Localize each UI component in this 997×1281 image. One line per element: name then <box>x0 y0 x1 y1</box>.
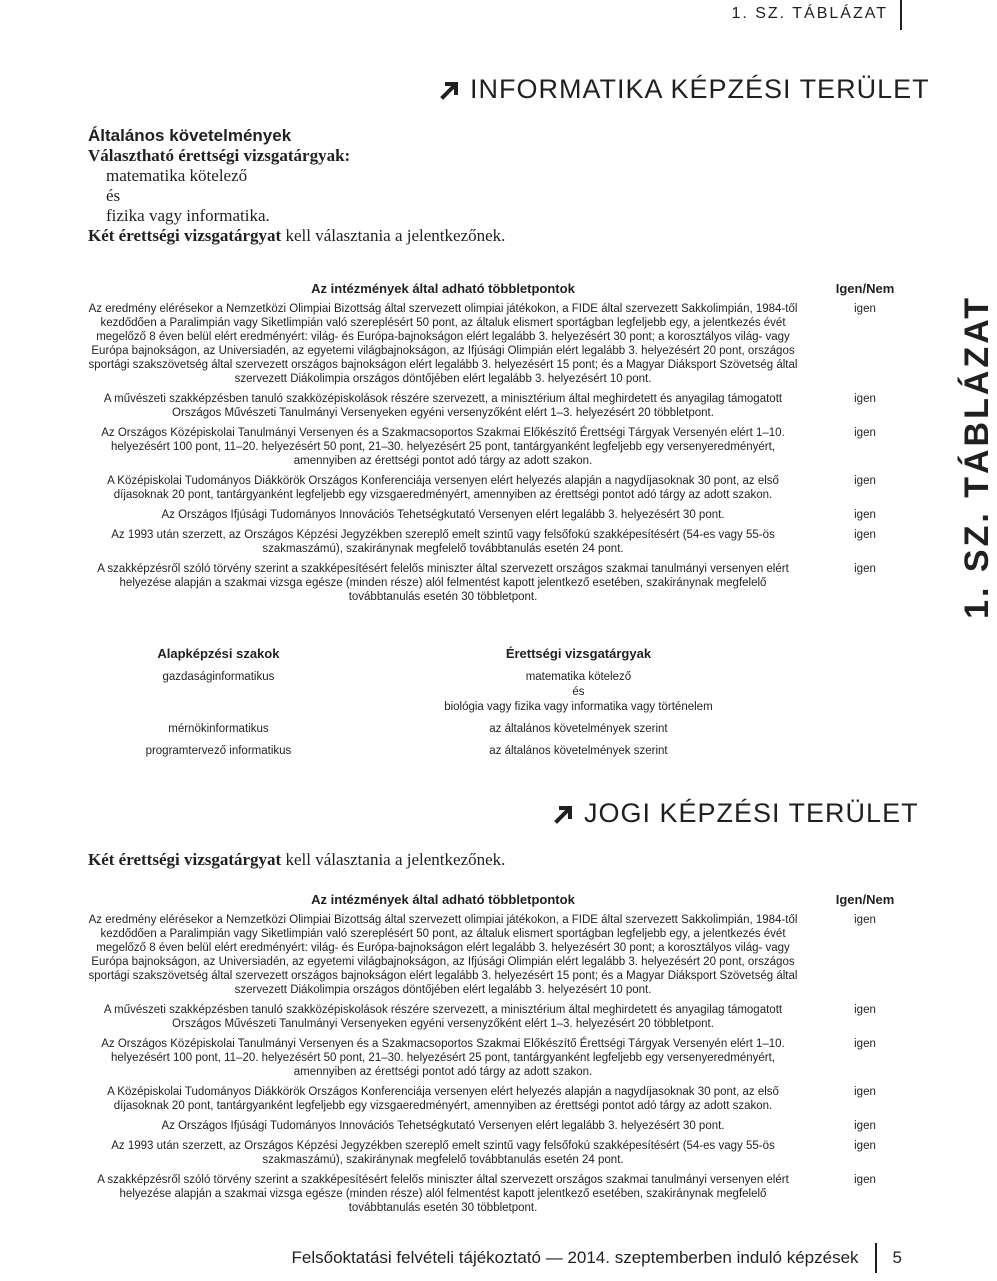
bonus-table-header <box>88 893 920 913</box>
requirements-heading: Általános követelmények <box>88 126 292 145</box>
section-title-informatika <box>440 74 930 105</box>
requirements-choose <box>88 226 505 246</box>
table-row <box>88 913 920 1003</box>
requirements-line-2: és <box>106 186 121 205</box>
bonus-row-ans: igen <box>854 427 876 439</box>
table-row <box>88 1139 920 1173</box>
header-tab-label: 1. SZ. TÁBLÁZAT <box>731 5 888 22</box>
footer-separator <box>875 1243 877 1273</box>
bonus-row-ans: igen <box>854 393 876 405</box>
requirements-subheading: Választható érettségi vizsgatárgyak: <box>88 146 351 165</box>
table-row <box>88 1003 920 1037</box>
bonus-header-ans: Igen/Nem <box>835 892 895 907</box>
table-row <box>88 1119 920 1139</box>
major-subject-line: az általános követelmények szerint <box>489 745 668 757</box>
major-subject-line: matematika kötelező <box>525 671 632 683</box>
table-row <box>88 508 920 528</box>
side-band-label: 1. SZ. TÁBLÁZAT <box>958 295 996 619</box>
table-row <box>88 1173 920 1221</box>
requirements-choose-bold: Két érettségi vizsgatárgyat <box>88 226 282 245</box>
bonus-row-ans: igen <box>854 529 876 541</box>
bonus-row-desc: Az Országos Középiskolai Tanulmányi Versenyen és a Szakmacsoportos Szakmai Előkészítő Érettségi Tárgyak Versenyén elért 1–10. helyezésért 100 pont, 11–20. helyezésért 50 pont, 21–30. helyezésért 25 pont, tantárgyanként legfeljebb egy versenyeredményért, amennyiben az érettségi pontot adó tárgy az adott szakon. <box>101 427 785 467</box>
table-row <box>88 721 808 743</box>
major-name: mérnökinformatikus <box>168 723 269 735</box>
arrow-up-right-icon <box>554 804 574 824</box>
jogi-choose-rest: kell választania a jelentkezőnek. <box>281 850 506 869</box>
majors-table-header <box>88 645 808 669</box>
bonus-row-ans: igen <box>854 1140 876 1152</box>
major-subject-line: biológia vagy fizika vagy informatika vagy történelem <box>444 701 713 713</box>
major-subject-line: az általános követelmények szerint <box>489 723 668 735</box>
section-title-informatika-text: INFORMATIKA KÉPZÉSI TERÜLET <box>470 74 930 104</box>
majors-table <box>88 645 808 765</box>
bonus-row-desc: A Középiskolai Tudományos Diákkörök Országos Konferenciája versenyen elért helyezés alapján a nagydíjasoknak 30 pont, az első díjasoknak 20 pont, tantárgyanként legfeljebb egy vizsgaeredményért, amennyiben az érettségi pontot adó tárgy az adott szakon. <box>107 475 779 501</box>
bonus-table-jogi <box>88 893 920 1221</box>
table-row <box>88 474 920 508</box>
table-row <box>88 528 920 562</box>
jogi-choose <box>88 850 505 870</box>
table-row <box>88 1037 920 1085</box>
requirements-block <box>88 126 505 246</box>
table-row <box>88 392 920 426</box>
page-number: 5 <box>892 1248 902 1267</box>
requirements-line-3: fizika vagy informatika. <box>106 206 270 225</box>
bonus-row-desc: Az Országos Ifjúsági Tudományos Innovációs Tehetségkutató Versenyen elért legalább 3. helyezésért 30 pont. <box>161 1120 725 1132</box>
table-row <box>88 302 920 392</box>
bonus-row-ans: igen <box>854 303 876 315</box>
bonus-row-ans: igen <box>854 1038 876 1050</box>
table-row <box>88 669 808 721</box>
bonus-row-desc: Az Országos Középiskolai Tanulmányi Versenyen és a Szakmacsoportos Szakmai Előkészítő Érettségi Tárgyak Versenyén elért 1–10. helyezésért 100 pont, 11–20. helyezésért 50 pont, 21–30. helyezésért 25 pont, tantárgyanként legfeljebb egy versenyeredményért, amennyiben az érettségi pontot adó tárgy az adott szakon. <box>101 1038 785 1078</box>
table-row <box>88 562 920 610</box>
bonus-row-ans: igen <box>854 914 876 926</box>
bonus-header-desc: Az intézmények által adható többletpontok <box>311 892 575 907</box>
section-title-jogi-text: JOGI KÉPZÉSI TERÜLET <box>584 798 919 828</box>
bonus-row-desc: A szakképzésről szóló törvény szerint a szakképesítésért felelős miniszter által szervezett országos szakmai tanulmányi versenyen elért helyezése alapján a szakmai vizsga egésze (minden része) alól felmentést kapott jelentkező esetében, szakiránynak megfelelő továbbtanulás esetén 30 többletpont. <box>97 1174 789 1214</box>
bonus-table-informatika <box>88 282 920 610</box>
major-subject-line: és <box>572 686 585 698</box>
bonus-row-ans: igen <box>854 475 876 487</box>
requirements-choose-rest: kell választania a jelentkezőnek. <box>281 226 506 245</box>
bonus-row-desc: Az eredmény elérésekor a Nemzetközi Olimpiai Bizottság által szervezett olimpiai játékokon, a FIDE által szervezett Sakkolimpián, 1984-től kezdődően a Paralimpián vagy Siketlimpián való szereplésért 50 pont, az általuk elismert sportágban legfeljebb egy, a jelentkezés évét megelőző 8 éven belül elért eredményért: világ- és Európa-bajnokságon elért legalább 3. helyezésért 30 pont; a korosztályos világ- vagy Európa bajnokságon, az Universiadén, az egyetemi világbajnokságon, az Ifjúsági Olimpián elért legalább 3. helyezésért 20 pont, országos sportági szakszövetség által szervezett országos bajnokságon elért legalább 3. helyezésért 15 pont; és a Magyar Diáksport Szövetség által szervezett Diákolimpia országos döntőjében elért legalább 3. helyezésért 10 pont. <box>88 914 798 996</box>
major-name: gazdaságinformatikus <box>162 671 275 683</box>
major-name: programtervező informatikus <box>145 745 292 757</box>
majors-header-subjects: Érettségi vizsgatárgyak <box>505 646 652 661</box>
majors-header-major: Alapképzési szakok <box>157 646 280 661</box>
bonus-row-ans: igen <box>854 1120 876 1132</box>
major-subjects <box>349 743 808 765</box>
table-row <box>88 426 920 474</box>
table-row <box>88 1085 920 1119</box>
bonus-row-ans: igen <box>854 1174 876 1186</box>
arrow-up-right-icon <box>440 80 460 100</box>
bonus-header-desc: Az intézmények által adható többletpontok <box>311 281 575 296</box>
bonus-row-desc: Az eredmény elérésekor a Nemzetközi Olimpiai Bizottság által szervezett olimpiai játékokon, a FIDE által szervezett Sakkolimpián, 1984-től kezdődően a Paralimpián vagy Siketlimpián való szereplésért 50 pont, az általuk elismert sportágban legfeljebb egy, a jelentkezés évét megelőző 8 éven belül elért eredményért: világ- és Európa-bajnokságon elért legalább 3. helyezésért 30 pont; a korosztályos világ- vagy Európa bajnokságon, az Universiadén, az egyetemi világbajnokságon, az Ifjúsági Olimpián elért legalább 3. helyezésért 20 pont, országos sportági szakszövetség által szervezett országos bajnokságon elért legalább 3. helyezésért 15 pont; és a Magyar Diáksport Szövetség által szervezett Diákolimpia országos döntőjében elért legalább 3. helyezésért 10 pont. <box>88 303 798 385</box>
bonus-row-ans: igen <box>854 1004 876 1016</box>
bonus-row-desc: Az 1993 után szerzett, az Országos Képzési Jegyzékben szereplő emelt szintű vagy felsőfokú szakképesítésért (54-es vagy 55-ös szakmaszámú), szakiránynak megfelelő továbbtanulás esetén 24 pont. <box>111 529 775 555</box>
bonus-row-desc: A művészeti szakképzésben tanuló szakközépiskolások részére szervezett, a minisztérium által meghirdetett és anyagilag támogatott Országos Művészeti Tanulmányi Versenyeken egyéni versenyzőként elért 1–3. helyezésért 20 többletpont. <box>103 1004 783 1030</box>
bonus-row-desc: Az Országos Ifjúsági Tudományos Innovációs Tehetségkutató Versenyen elért legalább 3. helyezésért 30 pont. <box>161 509 725 521</box>
requirements-line-1: matematika kötelező <box>106 166 248 185</box>
bonus-table-header <box>88 282 920 302</box>
header-tab <box>731 0 902 30</box>
major-subjects <box>349 721 808 743</box>
footer <box>292 1243 902 1273</box>
major-subjects <box>349 669 808 721</box>
footer-title: Felsőoktatási felvételi tájékoztató — 2014. szeptemberben induló képzések <box>291 1248 859 1267</box>
jogi-choose-bold: Két érettségi vizsgatárgyat <box>88 850 282 869</box>
bonus-row-ans: igen <box>854 563 876 575</box>
bonus-row-desc: A szakképzésről szóló törvény szerint a szakképesítésért felelős miniszter által szervezett országos szakmai tanulmányi versenyen elért helyezése alapján a szakmai vizsga egésze (minden része) alól felmentést kapott jelentkező esetében, szakiránynak megfelelő továbbtanulás esetén 30 többletpont. <box>97 563 789 603</box>
bonus-row-ans: igen <box>854 1086 876 1098</box>
section-title-jogi <box>554 798 919 829</box>
bonus-row-ans: igen <box>854 509 876 521</box>
bonus-row-desc: A Középiskolai Tudományos Diákkörök Országos Konferenciája versenyen elért helyezés alapján a nagydíjasoknak 30 pont, az első díjasoknak 20 pont, tantárgyanként legfeljebb egy vizsgaeredményért, amennyiben az érettségi pontot adó tárgy az adott szakon. <box>107 1086 779 1112</box>
bonus-row-desc: Az 1993 után szerzett, az Országos Képzési Jegyzékben szereplő emelt szintű vagy felsőfokú szakképesítésért (54-es vagy 55-ös szakmaszámú), szakiránynak megfelelő továbbtanulás esetén 24 pont. <box>111 1140 775 1166</box>
table-row <box>88 743 808 765</box>
bonus-header-ans: Igen/Nem <box>835 281 895 296</box>
bonus-row-desc: A művészeti szakképzésben tanuló szakközépiskolások részére szervezett, a minisztérium által meghirdetett és anyagilag támogatott Országos Művészeti Tanulmányi Versenyeken egyéni versenyzőként elért 1–3. helyezésért 20 többletpont. <box>103 393 783 419</box>
